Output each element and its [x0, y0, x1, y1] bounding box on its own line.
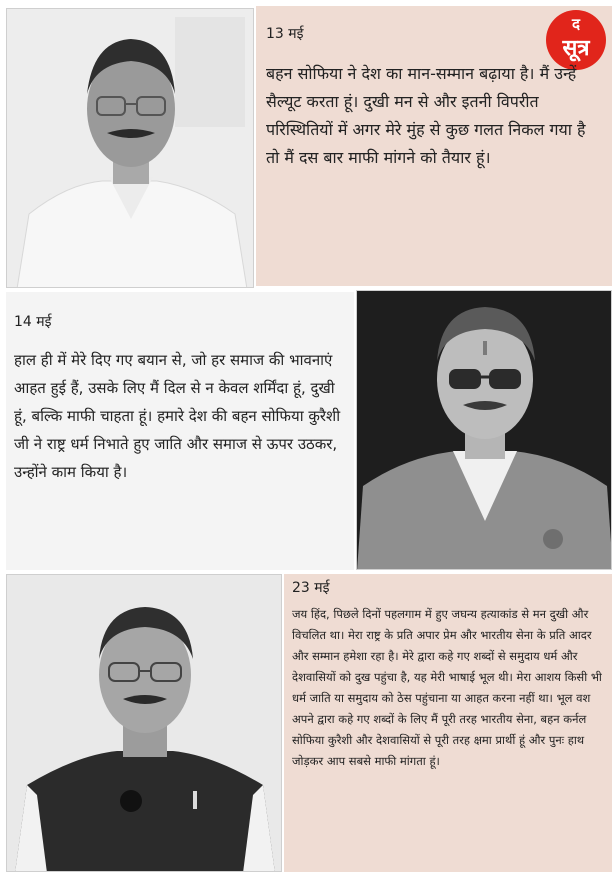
portrait-photo-1	[6, 8, 254, 288]
portrait-photo-2	[356, 290, 612, 570]
statement-quote: हाल ही में मेरे दिए गए बयान से, जो हर समाज की भावनाएं आहत हुई हैं, उसके लिए मैं दिल से न केवल शर्मिंदा हूं, दुखी हूं, बल्कि माफी चाहता हूं। हमारे देश की बहन सोफिया कुरैशी जी ने राष्ट्र धर्म निभाते हुए जाति और समाज से ऊपर उठकर, उन्होंने काम किया है।	[14, 351, 341, 481]
logo-text-bottom: सूत्र	[562, 36, 590, 61]
person-portrait-icon	[7, 575, 282, 872]
logo-text-top: द	[572, 15, 580, 33]
statement-quote: जय हिंद, पिछले दिनों पहलगाम में हुए जघन्य हत्याकांड से मन दुखी और विचलित था। मेरा राष्ट्र के प्रति अपार प्रेम और भारतीय सेना के प्रति आदर और सम्मान हमेशा रहा है। मेरे द्वारा कहे गए शब्दों से समुदाय धर्म और देशवासियों को दुख पहुंचा है, यह मेरी भाषाई भूल थी। मेरा आशय किसी भी धर्म जाति या समुदाय को ठेस पहुंचाना या आहत करना नहीं था। भूल वश अपने द्वारा कहे गए शब्दों के लिए मैं पूरी तरह भारतीय सेना, बहन कर्नल सोफिया कुरैशी और देशवासियों से पूरी तरह क्षमा प्रार्थी हूं और पुनः हाथ जोड़कर आप सबसे माफी मांगता हूं।	[292, 607, 602, 768]
statement-date: 13 मई	[266, 26, 304, 42]
portrait-photo-3	[6, 574, 282, 872]
person-portrait-icon	[357, 291, 612, 570]
statement-date: 14 मई	[14, 314, 52, 330]
statement-date: 23 मई	[292, 580, 330, 596]
statement-quote: बहन सोफिया ने देश का मान-सम्मान बढ़ाया है। मैं उन्हें सैल्यूट करता हूं। दुखी मन से और इतनी विपरीत परिस्थितियों में अगर मेरे मुंह से कुछ गलत निकल गया है तो मैं दस बार माफी मांगने को तैयार हूं।	[266, 64, 586, 167]
person-portrait-icon	[7, 9, 254, 288]
